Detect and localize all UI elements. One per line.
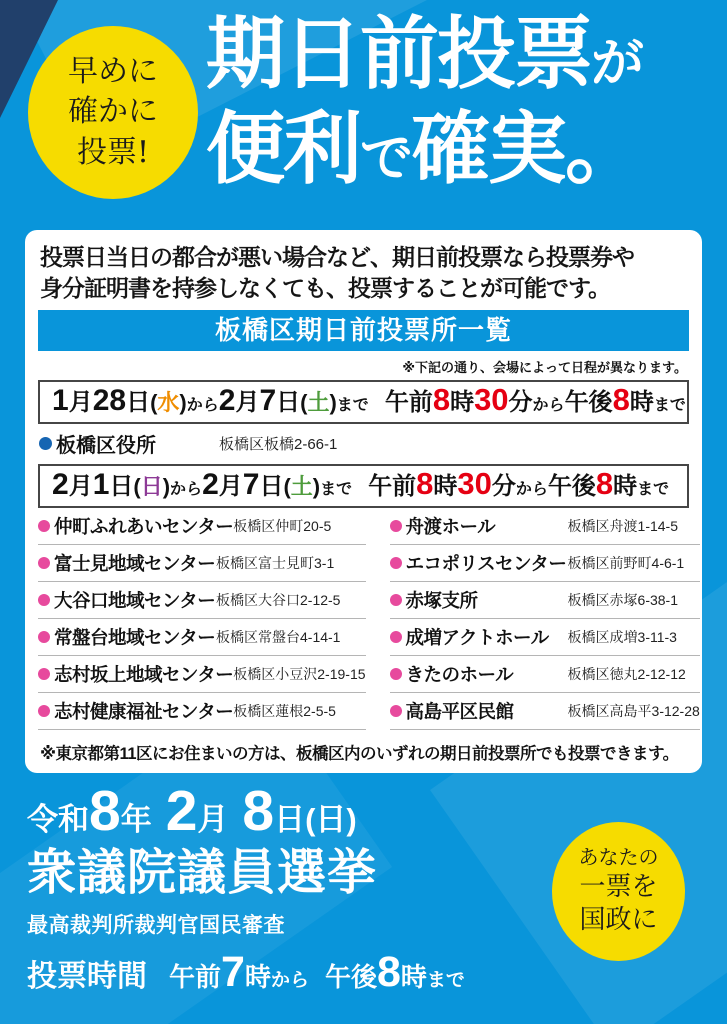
location-bullet-icon — [38, 594, 50, 606]
district-footnote: ※東京都第11区にお住まいの方は、板橋区内のいずれの期日前投票所でも投票できます。 — [40, 744, 679, 763]
main-polling-site-row — [38, 424, 689, 464]
location-name: 赤塚支所 — [405, 589, 478, 611]
site-name: 板橋区役所 — [56, 435, 156, 458]
location-address: 板橋区徳丸2-12-12 — [567, 665, 686, 682]
location-name: 成増アクトホール — [405, 626, 549, 648]
location-address: 板橋区成増3-11-3 — [567, 628, 677, 645]
location-address: 板橋区高島平3-12-28 — [567, 702, 700, 719]
location-bullet-icon — [390, 705, 402, 717]
location-name: 舟渡ホール — [405, 515, 496, 537]
main-title — [206, 6, 642, 196]
saturday-label: 土 — [290, 473, 313, 499]
location-row — [390, 508, 700, 545]
polling-info-card — [25, 230, 702, 773]
location-column-left — [38, 508, 366, 730]
location-bullet-icon — [390, 520, 402, 532]
location-row — [38, 619, 366, 656]
schedule-2-box: 2月1日(日)から2月7日(土)まで 午前8時30分から午後8時まで — [38, 464, 689, 508]
location-bullet-icon — [38, 631, 50, 643]
location-address: 板橋区仲町20-5 — [233, 517, 332, 534]
list-header-bar: 板橋区期日前投票所一覧 — [38, 310, 689, 351]
location-address: 板橋区前野町4-6-1 — [567, 554, 685, 571]
site-address: 板橋区板橋2-66-1 — [219, 436, 338, 454]
location-row — [390, 545, 700, 582]
sunday-label: 日 — [140, 473, 163, 499]
location-row — [390, 693, 700, 730]
location-address: 板橋区舟渡1-14-5 — [567, 517, 678, 534]
election-date: 令和8年 2月 8日(日) — [27, 779, 357, 843]
location-row — [390, 619, 700, 656]
badge-line: 一票を — [579, 872, 658, 903]
badge-line: 国政に — [579, 905, 658, 936]
location-name: 常盤台地域センター — [54, 626, 216, 648]
election-name: 衆議院議員選挙 — [27, 845, 378, 900]
badge-line: あなたの — [578, 845, 659, 870]
saturday-label: 土 — [307, 389, 330, 415]
one-vote-badge — [552, 822, 685, 961]
location-bullet-icon — [38, 705, 50, 717]
location-name: 大谷口地域センター — [54, 589, 216, 611]
schedule-note: ※下記の通り、会場によって日程が異なります。 — [402, 359, 687, 375]
location-row — [38, 693, 366, 730]
location-name: 富士見地域センター — [54, 552, 216, 574]
location-name: 志村健康福祉センター — [54, 700, 234, 722]
location-row — [38, 545, 366, 582]
location-name: きたのホール — [405, 663, 514, 685]
location-bullet-icon — [38, 668, 50, 680]
location-address: 板橋区常盤台4-14-1 — [216, 628, 341, 645]
location-name: 志村坂上地域センター — [54, 663, 234, 685]
schedule-1-box: 1月28日(水)から2月7日(土)まで 午前8時30分から午後8時まで — [38, 380, 689, 424]
location-row — [390, 582, 700, 619]
location-address: 板橋区小豆沢2-19-15 — [233, 665, 366, 682]
location-name: 高島平区民館 — [405, 700, 514, 722]
location-column-right — [390, 508, 700, 730]
location-row — [38, 582, 366, 619]
location-bullet-icon — [390, 668, 402, 680]
location-address: 板橋区大谷口2-12-5 — [216, 591, 341, 608]
wednesday-label: 水 — [157, 389, 180, 415]
location-address: 板橋区赤塚6-38-1 — [567, 591, 678, 608]
location-row — [390, 656, 700, 693]
location-bullet-icon — [390, 631, 402, 643]
location-row — [38, 656, 366, 693]
national-review: 最高裁判所裁判官国民審査 — [27, 913, 285, 937]
location-bullet-icon — [390, 594, 402, 606]
location-address: 板橋区蓮根2-5-5 — [233, 702, 336, 719]
election-footer — [27, 780, 465, 994]
badge-line: 投票! — [76, 134, 150, 170]
badge-line: 確かに — [68, 94, 158, 130]
badge-line: 早めに — [68, 53, 158, 89]
location-row — [38, 508, 366, 545]
site-bullet-icon — [39, 437, 52, 450]
intro-text: 投票日当日の都合が悪い場合など、期日前投票なら投票券や 身分証明書を持参しなくても、投票することが可能です。 — [40, 244, 634, 301]
location-name: 仲町ふれあいセンター — [54, 515, 234, 537]
early-vote-badge — [28, 26, 198, 199]
location-address: 板橋区富士見町3-1 — [216, 554, 335, 571]
location-grid — [38, 508, 700, 730]
title-line-1: 期日前投票が — [206, 9, 642, 98]
location-bullet-icon — [390, 557, 402, 569]
location-name: エコポリスセンター — [405, 552, 567, 574]
title-line-2: 便利で確実。 — [206, 104, 642, 193]
location-bullet-icon — [38, 557, 50, 569]
location-bullet-icon — [38, 520, 50, 532]
voting-hours: 投票時間 午前7時から 午後8時まで — [27, 947, 465, 996]
